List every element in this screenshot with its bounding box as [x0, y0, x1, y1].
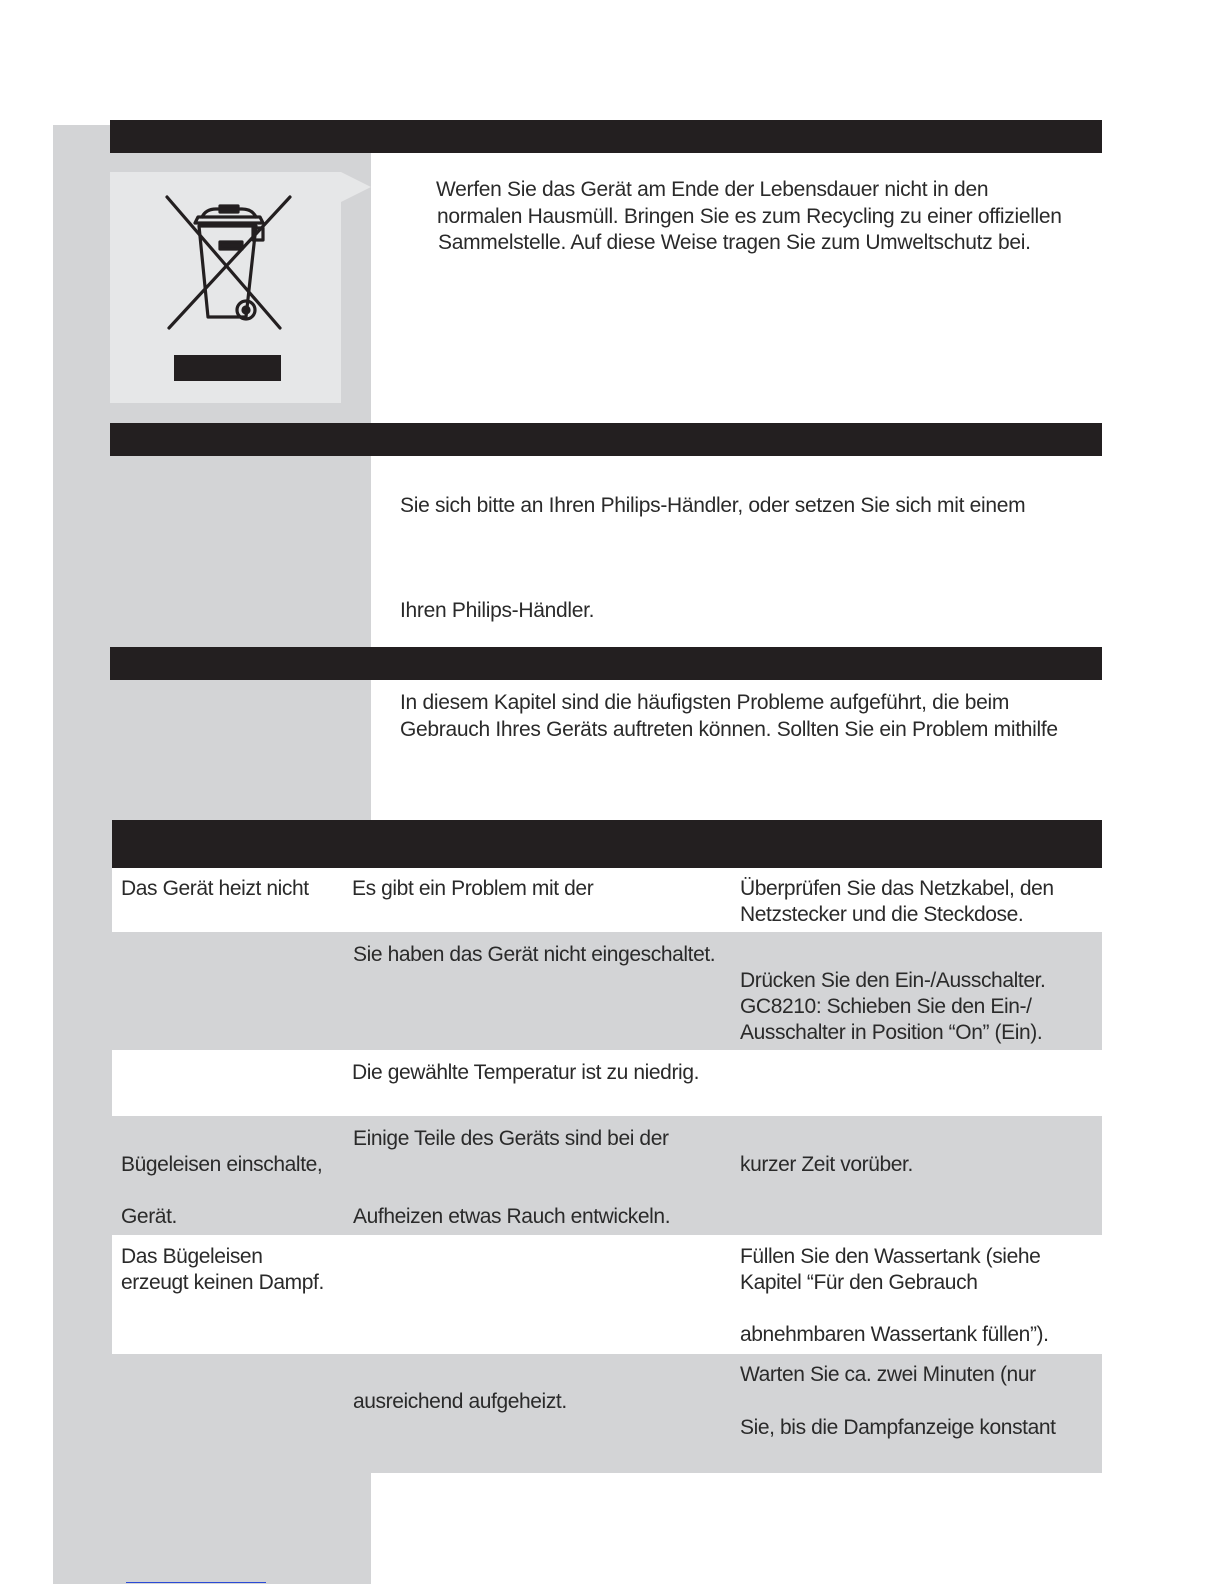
table-cell-problem: Gerät. [121, 1205, 177, 1228]
environment-line-1: Werfen Sie das Gerät am Ende der Lebensdauer nicht in den [436, 178, 989, 201]
troubleshooting-intro-line-2: Gebrauch Ihres Geräts auftreten können. Sollten Sie ein Problem mithilfe [400, 718, 1058, 741]
footer-link[interactable] [126, 1582, 266, 1583]
table-cell-problem: erzeugt keinen Dampf. [121, 1271, 324, 1294]
section-header-bar-environment [110, 120, 1102, 153]
table-cell-problem: Das Bügeleisen [121, 1245, 263, 1268]
table-cell-solution: Warten Sie ca. zwei Minuten (nur [740, 1363, 1036, 1386]
table-cell-solution: GC8210: Schieben Sie den Ein-/ [740, 995, 1032, 1018]
troubleshooting-intro-line-1: In diesem Kapitel sind die häufigsten Probleme aufgeführt, die beim [400, 691, 1010, 714]
table-cell-solution: kurzer Zeit vorüber. [740, 1153, 913, 1176]
table-cell-cause: Aufheizen etwas Rauch entwickeln. [353, 1205, 671, 1228]
table-cell-problem: Das Gerät heizt nicht [121, 877, 309, 900]
table-cell-cause: Die gewählte Temperatur ist zu niedrig. [352, 1061, 700, 1084]
section-header-bar-troubleshooting [110, 647, 1102, 680]
table-cell-cause: Sie haben das Gerät nicht eingeschaltet. [353, 943, 716, 966]
table-cell-solution: Überprüfen Sie das Netzkabel, den [740, 877, 1054, 900]
table-cell-solution: Kapitel “Für den Gebrauch [740, 1271, 978, 1294]
table-cell-cause: Es gibt ein Problem mit der [352, 877, 594, 900]
table-cell-cause: ausreichend aufgeheizt. [353, 1390, 567, 1413]
environment-line-2: normalen Hausmüll. Bringen Sie es zum Recycling zu einer offiziellen [437, 204, 1062, 228]
callout-pointer [341, 172, 371, 202]
table-cell-solution: abnehmbaren Wassertank füllen”). [740, 1323, 1049, 1346]
service-line-1: Sie sich bitte an Ihren Philips-Händler, oder setzen Sie sich mit einem [400, 494, 1026, 517]
table-cell-solution: Füllen Sie den Wassertank (siehe [740, 1245, 1041, 1268]
service-line-2: Ihren Philips-Händler. [400, 599, 595, 622]
environment-line-3: Sammelstelle. Auf diese Weise tragen Sie zum Umweltschutz bei. [438, 231, 1031, 254]
table-cell-cause: Einige Teile des Geräts sind bei der [353, 1127, 669, 1150]
table-header-bar [112, 820, 1102, 868]
crossed-out-wheelie-bin-icon [110, 172, 341, 403]
section-header-bar-service [110, 423, 1102, 456]
table-cell-solution: Netzstecker und die Steckdose. [740, 903, 1024, 926]
table-cell-solution: Sie, bis die Dampfanzeige konstant [740, 1416, 1056, 1439]
table-cell-solution: Drücken Sie den Ein-/Ausschalter. [740, 969, 1046, 992]
table-cell-problem: Bügeleisen einschalte, [121, 1153, 323, 1176]
recycling-icon-box [110, 172, 341, 403]
table-cell-solution: Ausschalter in Position “On” (Ein). [740, 1021, 1043, 1044]
